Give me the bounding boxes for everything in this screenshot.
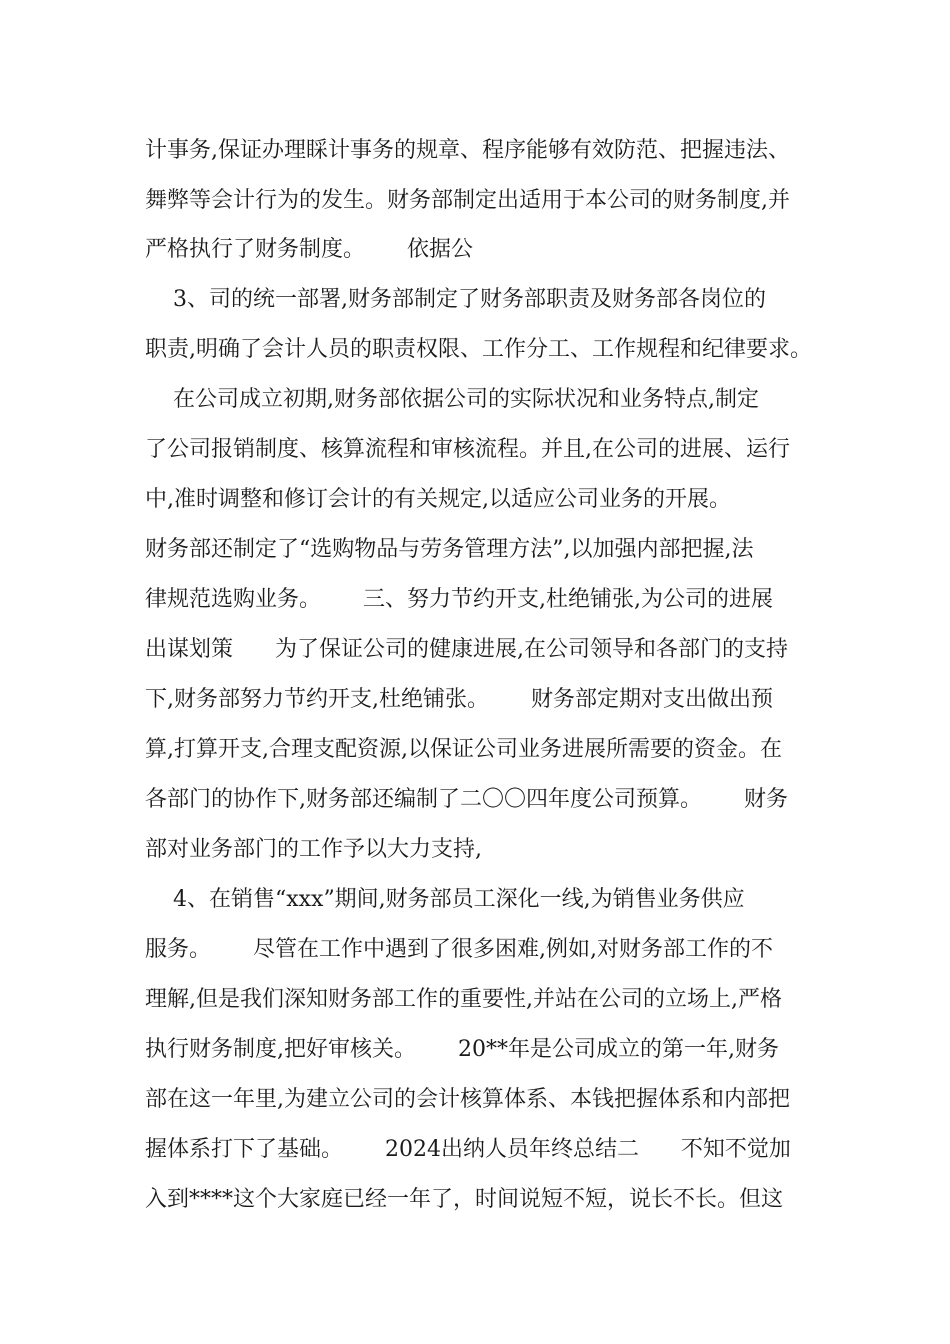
text-line: 算,打算开支,合理支配资源,以保证公司业务进展所需要的资金。在 (145, 737, 782, 762)
text-line: 职责,明确了会计人员的职责权限、工作分工、工作规程和纪律要求。 (145, 337, 812, 362)
text-line: 4、在销售“xxx”期间,财务部员工深化一线,为销售业务供应 (145, 887, 745, 912)
text-line: 下,财务部努力节约开支,杜绝铺张。 财务部定期对支出做出预 (145, 687, 773, 712)
text-line: 律规范选购业务。 三、努力节约开支,杜绝铺张,为公司的进展 (145, 587, 773, 612)
text-line: 财务部还制定了“选购物品与劳务管理方法”,以加强内部把握,法 (145, 537, 754, 562)
text-line: 服务。 尽管在工作中遇到了很多困难,例如,对财务部工作的不 (145, 937, 773, 962)
text-line: 理解,但是我们深知财务部工作的重要性,并站在公司的立场上,严格 (145, 987, 782, 1012)
text-line: 部对业务部门的工作予以大力支持, (145, 837, 482, 862)
text-line: 各部门的协作下,财务部还编制了二〇〇四年度公司预算。 财务 (145, 787, 788, 812)
text-line: 入到****这个大家庭已经一年了，时间说短不短，说长不长。但这 (145, 1187, 784, 1212)
text-line: 中,准时调整和修订会计的有关规定,以适应公司业务的开展。 (145, 487, 731, 512)
text-line: 握体系打下了基础。 2024出纳人员年终总结二 不知不觉加 (145, 1137, 791, 1162)
text-line: 部在这一年里,为建立公司的会计核算体系、本钱把握体系和内部把 (145, 1087, 790, 1112)
text-line: 出谋划策 为了保证公司的健康进展,在公司领导和各部门的支持 (145, 637, 788, 662)
text-line: 在公司成立初期,财务部依据公司的实际状况和业务特点,制定 (145, 387, 759, 412)
text-line: 计事务,保证办理睬计事务的规章、程序能够有效防范、把握违法、 (145, 138, 790, 163)
text-line: 了公司报销制度、核算流程和审核流程。并且,在公司的进展、运行 (145, 437, 790, 462)
text-line: 严格执行了财务制度。 依据公 (145, 237, 473, 262)
text-line: 执行财务制度,把好审核关。 20**年是公司成立的第一年,财务 (145, 1037, 779, 1062)
text-line: 舞弊等会计行为的发生。财务部制定出适用于本公司的财务制度,并 (145, 188, 790, 213)
text-line: 3、司的统一部署,财务部制定了财务部职责及财务部各岗位的 (145, 287, 766, 312)
